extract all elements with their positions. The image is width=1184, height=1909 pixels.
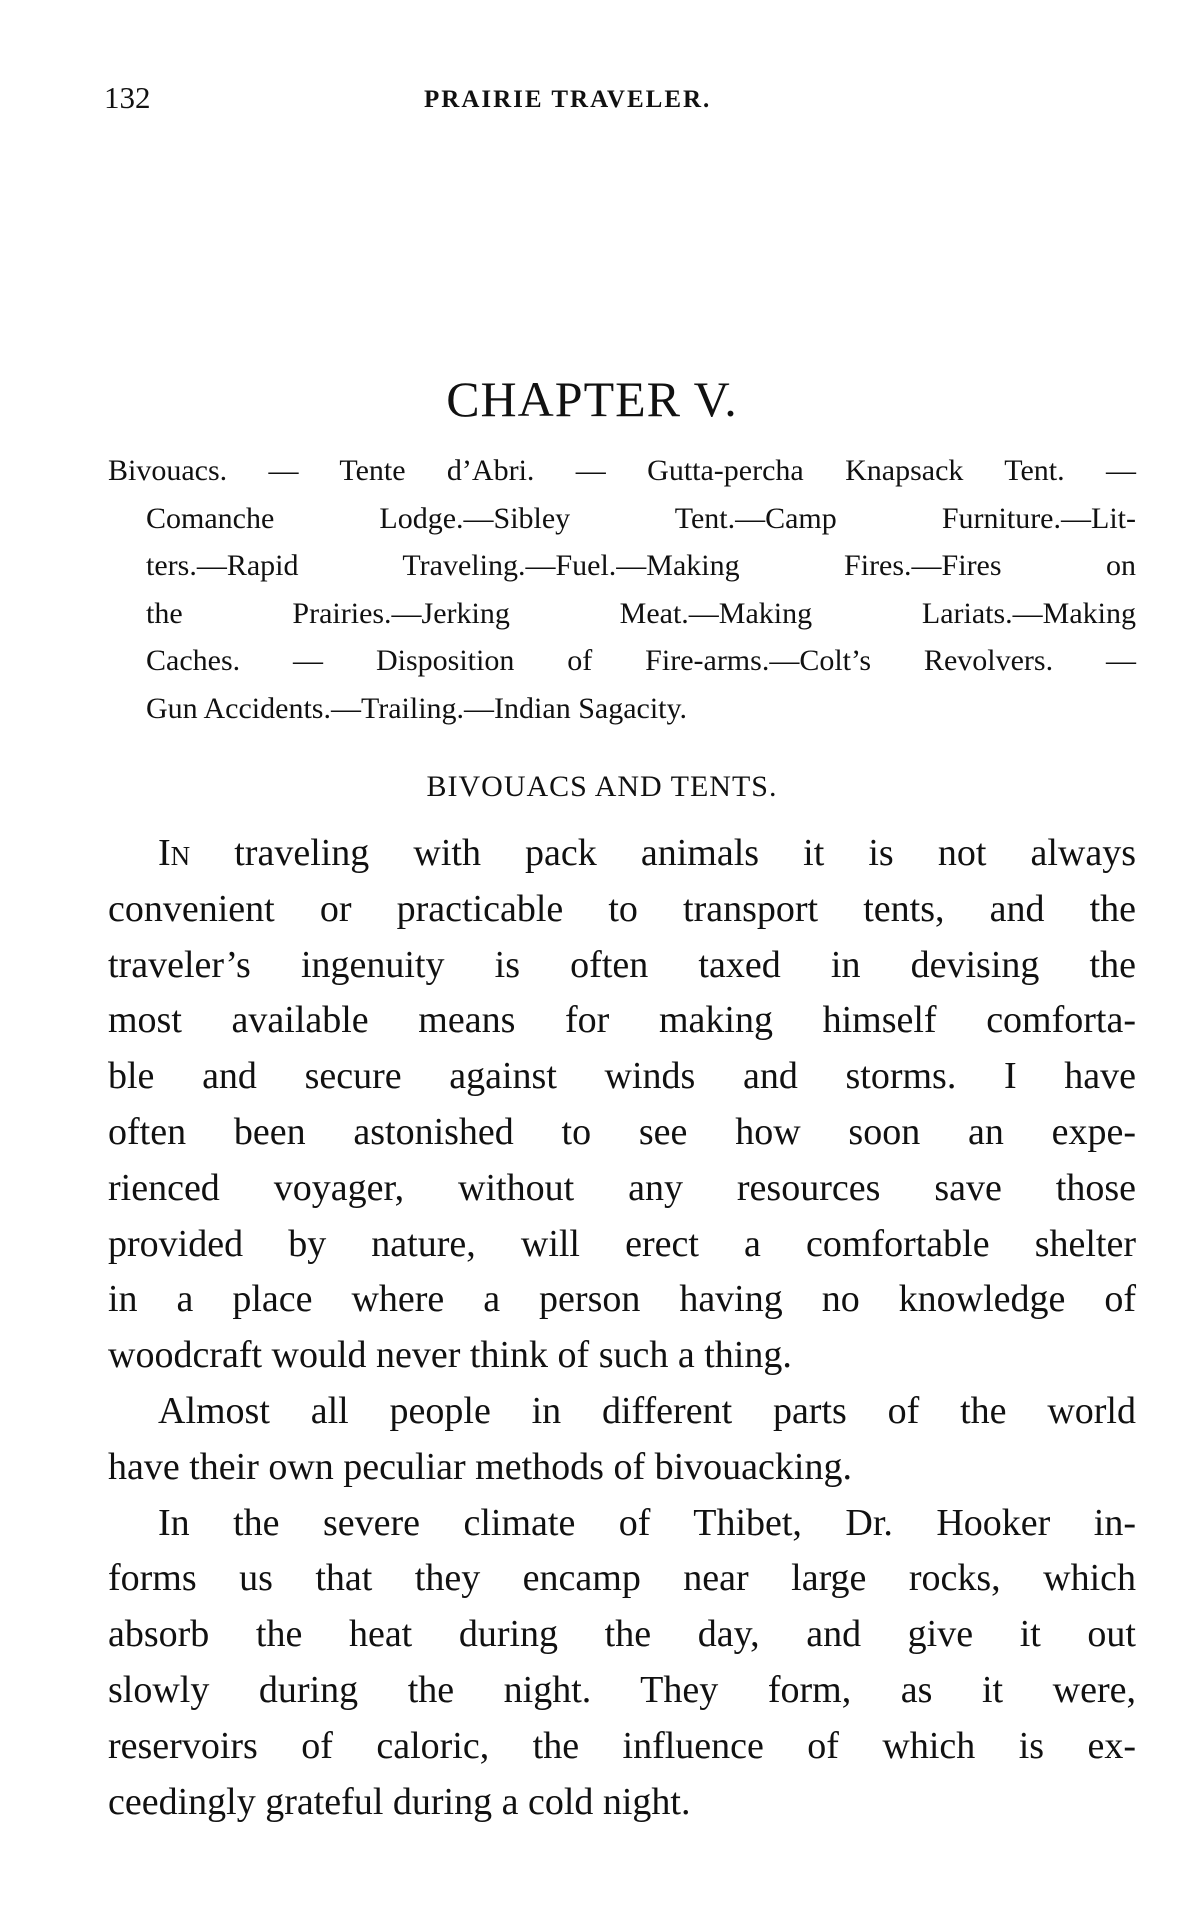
- body-line: ceedingly grateful during a cold night.: [108, 1780, 691, 1823]
- chapter-summary: [108, 447, 1136, 732]
- running-title: PRAIRIE TRAVELER.: [424, 86, 712, 113]
- body-line: slowly during the night. They form, as it were,: [108, 1668, 1136, 1711]
- summary-line: ters.—Rapid Traveling.—Fuel.—Making Fires.—Fires on: [146, 549, 1136, 582]
- body-line: [108, 826, 1136, 882]
- body-line: in a place where a person having no knowledge of: [108, 1278, 1136, 1321]
- body-line: convenient or practicable to transport tents, and the: [108, 887, 1136, 930]
- body-line: traveler’s ingenuity is often taxed in devising the: [108, 943, 1136, 986]
- dropcap-word: In: [158, 832, 191, 874]
- summary-line: Gun Accidents.—Trailing.—Indian Sagacity.: [146, 691, 688, 725]
- body-line: forms us that they encamp near large rocks, which: [108, 1557, 1136, 1600]
- body-line: reservoirs of caloric, the influence of which is ex-: [108, 1724, 1136, 1767]
- body-line: most available means for making himself comforta-: [108, 999, 1136, 1042]
- body-line: In the severe climate of Thibet, Dr. Hooker in-: [158, 1501, 1136, 1544]
- summary-line: Comanche Lodge.—Sibley Tent.—Camp Furniture.—Lit-: [146, 501, 1136, 535]
- body-line: have their own peculiar methods of bivouacking.: [108, 1445, 852, 1488]
- body-line: absorb the heat during the day, and give it out: [108, 1613, 1136, 1656]
- body-line: ble and secure against winds and storms. I have: [108, 1055, 1136, 1098]
- body-line: rienced voyager, without any resources save those: [108, 1166, 1136, 1209]
- body-line: provided by nature, will erect a comfortable shelter: [108, 1222, 1136, 1265]
- summary-line: Bivouacs. — Tente d’Abri. — Gutta-percha Knapsack Tent. —: [108, 454, 1136, 487]
- body-line: Almost all people in different parts of the world: [158, 1389, 1136, 1432]
- summary-line: Caches. — Disposition of Fire-arms.—Colt’s Revolvers. —: [146, 644, 1136, 677]
- summary-line: the Prairies.—Jerking Meat.—Making Lariats.—Making: [146, 596, 1136, 630]
- body-line: woodcraft would never think of such a thing.: [108, 1334, 792, 1377]
- line-text: traveling with pack animals it is not always: [190, 832, 1136, 874]
- body-text: [108, 826, 1136, 1830]
- chapter-title: CHAPTER V.: [446, 371, 738, 427]
- section-title: BIVOUACS AND TENTS.: [426, 770, 778, 803]
- page-number: 132: [104, 80, 151, 115]
- body-line: often been astonished to see how soon an expe-: [108, 1110, 1136, 1153]
